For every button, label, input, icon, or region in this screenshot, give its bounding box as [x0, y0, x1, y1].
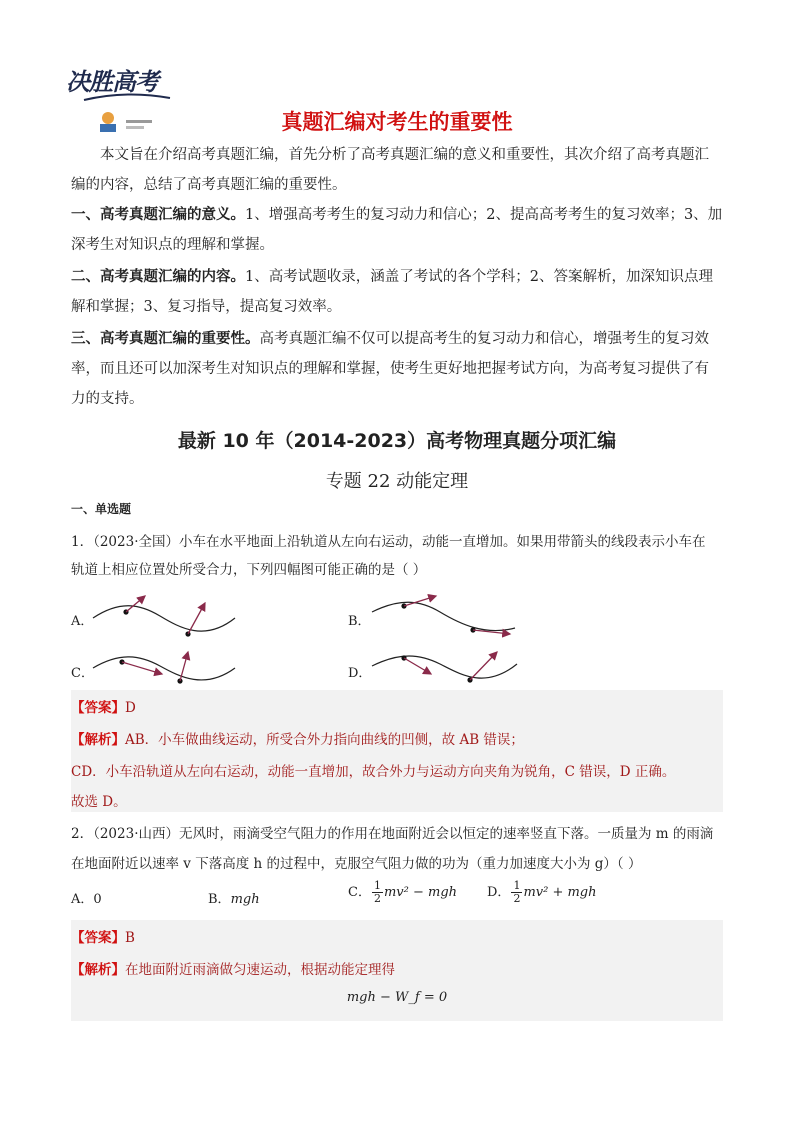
q2-answer-value: B — [125, 930, 135, 946]
q2-option-c-den: 2 — [373, 892, 381, 905]
page-title: 真题汇编对考生的重要性 — [281, 110, 513, 134]
q2-option-c — [348, 880, 457, 905]
q2-option-b — [208, 888, 260, 907]
q2-option-a: A．0 — [71, 892, 102, 907]
q2-analysis-1 — [71, 958, 395, 978]
q2-option-c-label: C． — [348, 885, 371, 900]
point-2-body: 1、高考试题收录，涵盖了考试的各个学科；2、答案解析，加深知识点理解和掌握；3、复习指导，提高复习效率。 — [71, 269, 713, 315]
q1-analysis-1 — [71, 728, 524, 748]
q1-option-d-label: D． — [348, 666, 372, 681]
section-title: 一、单选题 — [71, 502, 132, 516]
q1-line-1: 1．（2023·全国）小车在水平地面上沿轨道从左向右运动，动能一直增加。如果用带箭头的线段表示小车在 — [71, 534, 706, 550]
collection-heading: 最新 10 年（2014-2023）高考物理真题分项汇编 — [177, 430, 617, 452]
q2-line-2: 在地面附近以速率 v 下落高度 h 的过程中，克服空气阻力做的功为（重力加速度大小为 g）（ ） — [71, 856, 642, 872]
logo-text: 决胜高考 — [66, 68, 158, 96]
q2-answer-tag: 【答案】 — [71, 930, 125, 946]
q2-line-1: 2．（2023·山西）无风时，雨滴受空气阻力的作用在地面附近会以恒定的速率竖直下落。一质量为 m 的雨滴 — [71, 826, 714, 842]
q1-option-a-label: A． — [71, 614, 94, 629]
point-1-body: 1、增强高考考生的复习动力和信心；2、提高高考考生的复习效率；3、加深考生对知识点的理解和掌握。 — [71, 207, 723, 253]
q1-analysis-3: 故选 D。 — [71, 794, 127, 810]
diagram-b — [372, 596, 515, 634]
q1-option-c-label: C． — [71, 666, 94, 681]
diagram-d — [372, 652, 517, 683]
q2-option-d — [487, 880, 597, 905]
q1-answer-tag: 【答案】 — [71, 700, 125, 716]
q2-analysis-text-1: 在地面附近雨滴做匀速运动，根据动能定理得 — [125, 962, 395, 978]
q2-option-d-label: D． — [487, 885, 511, 900]
q2-option-d-tail: mv² + mgh — [523, 885, 597, 900]
q2-answer — [71, 926, 135, 946]
q2-option-d-num: 1 — [513, 879, 521, 892]
q2-option-d-fraction — [511, 880, 522, 905]
q1-option-b-label: B． — [348, 614, 371, 629]
q1-analysis-text-1: AB．小车做曲线运动，所受合外力指向曲线的凹侧，故 AB 错误； — [125, 732, 524, 748]
q2-analysis-tag: 【解析】 — [71, 962, 125, 978]
q2-option-c-fraction — [372, 880, 383, 905]
q2-equation: mgh − W_f = 0 — [346, 990, 448, 1005]
q1-answer-box — [71, 690, 723, 812]
topic-heading: 专题 22 动能定理 — [325, 471, 469, 492]
q2-option-c-tail: mv² − mgh — [383, 885, 458, 900]
q1-answer — [71, 696, 136, 716]
point-3-body: 高考真题汇编不仅可以提高考生的复习动力和信心，增强考生的复习效率，而且还可以加深考生对知识点的理解和掌握，使考生更好地把握考试方向，为高考复习提供了有力的支持。 — [71, 331, 709, 407]
diagram-c — [93, 652, 235, 684]
point-2-head: 二、高考真题汇编的内容。 — [71, 268, 245, 285]
point-3-head: 三、高考真题汇编的重要性。 — [71, 330, 260, 347]
q1-analysis-2: CD．小车沿轨道从左向右运动，动能一直增加，故合外力与运动方向夹角为锐角，C 错误，D 正确。 — [71, 764, 676, 780]
q2-option-b-label: B． — [208, 892, 231, 907]
q2-option-c-num: 1 — [373, 879, 381, 892]
point-1-head: 一、高考真题汇编的意义。 — [71, 206, 245, 223]
q1-answer-value: D — [125, 700, 136, 716]
diagram-a — [93, 596, 235, 637]
q2-option-d-den: 2 — [513, 892, 521, 905]
q1-analysis-tag: 【解析】 — [71, 732, 125, 748]
intro-paragraph: 本文旨在介绍高考真题汇编，首先分析了高考真题汇编的意义和重要性，其次介绍了高考真题汇编的内容，总结了高考真题汇编的重要性。 — [71, 147, 709, 193]
q1-line-2: 轨道上相应位置处所受合力，下列四幅图可能正确的是（ ） — [71, 562, 427, 578]
q2-option-b-value: mgh — [230, 892, 260, 907]
